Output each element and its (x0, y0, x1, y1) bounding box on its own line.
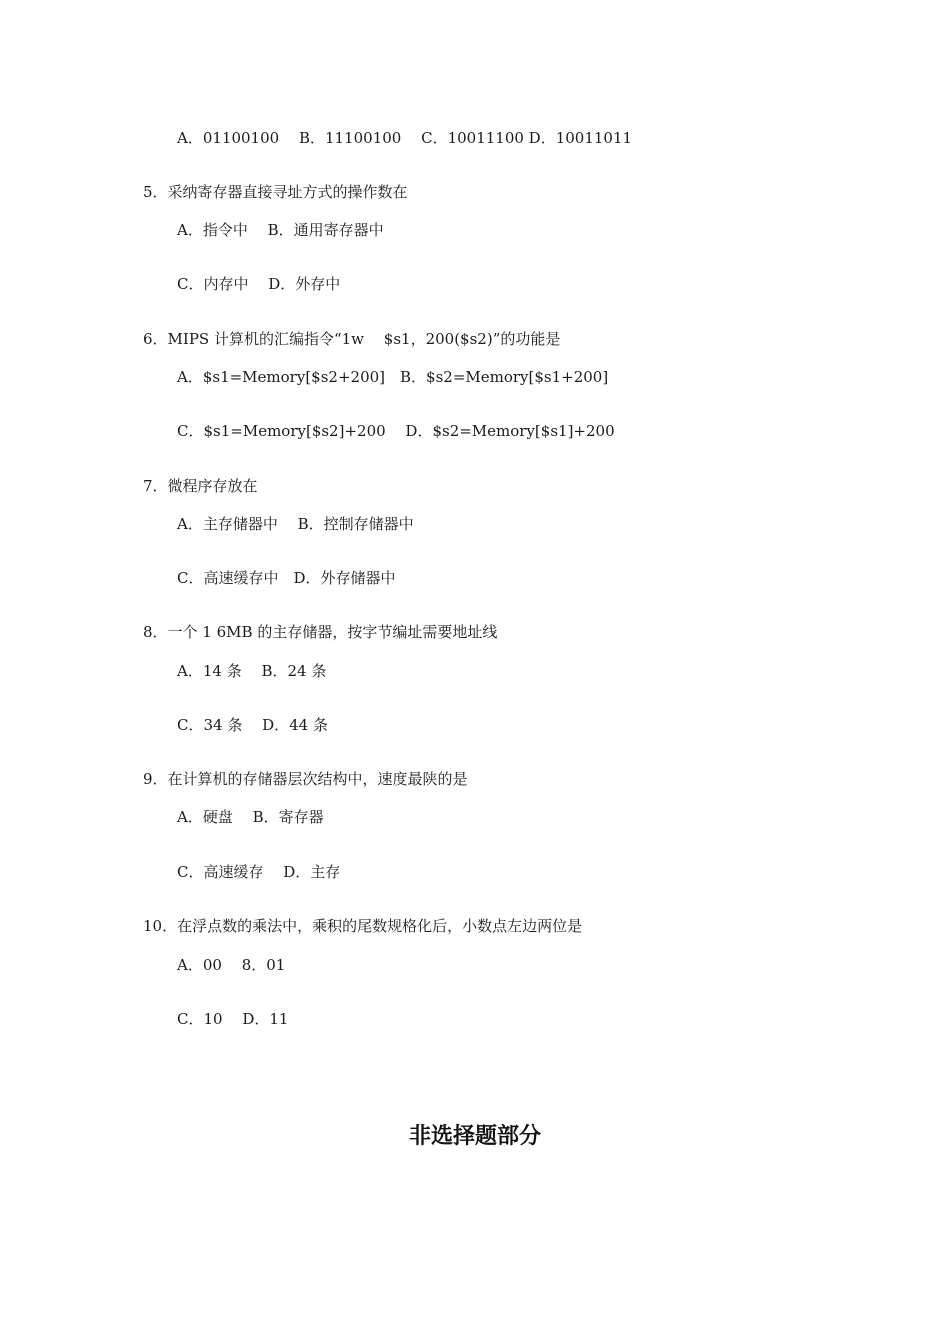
q10-stem: 10．在浮点数的乘法中，乘积的尾数规格化后，小数点左边两位是 (143, 917, 583, 935)
q5-options-ab: A．指令中 B．通用寄存器中 (177, 221, 384, 239)
q9-stem: 9．在计算机的存储器层次结构中，速度最陕的是 (143, 770, 468, 788)
q7-options-cd: C．高速缓存中 D．外存储器中 (177, 569, 396, 587)
q6-options-cd: C．$s1=Memory[$s2]+200 D．$s2=Memory[$s1]+200 (177, 422, 615, 440)
q5-options-cd: C．内存中 D．外存中 (177, 275, 341, 293)
q8-options-cd: C．34 条 D．44 条 (177, 716, 328, 734)
q9-options-ab: A．硬盘 B．寄存器 (177, 808, 324, 826)
q9-options-cd: C．高速缓存 D．主存 (177, 863, 341, 881)
q10-options-ab: A．00 8．01 (177, 956, 286, 974)
q5-stem: 5．采纳寄存器直接寻址方式的操作数在 (143, 183, 408, 201)
q6-options-ab: A．$s1=Memory[$s2+200] B．$s2=Memory[$s1+200] (177, 368, 609, 386)
section-heading: 非选择题部分 (408, 1124, 541, 1149)
q8-stem: 8．一个 1 6MB 的主存储器，按字节编址需要地址线 (143, 623, 498, 641)
q8-options-ab: A．14 条 B．24 条 (177, 662, 327, 680)
q7-stem: 7．微程序存放在 (143, 477, 258, 495)
q10-options-cd: C．10 D．11 (177, 1010, 289, 1028)
q6-stem: 6．MIPS 计算机的汇编指令“1w $s1，200($s2)”的功能是 (143, 330, 561, 348)
q7-options-ab: A．主存储器中 B．控制存储器中 (177, 515, 414, 533)
q4-options-line: A．01100100 B．11100100 C．10011100 D．10011011 (177, 129, 633, 147)
